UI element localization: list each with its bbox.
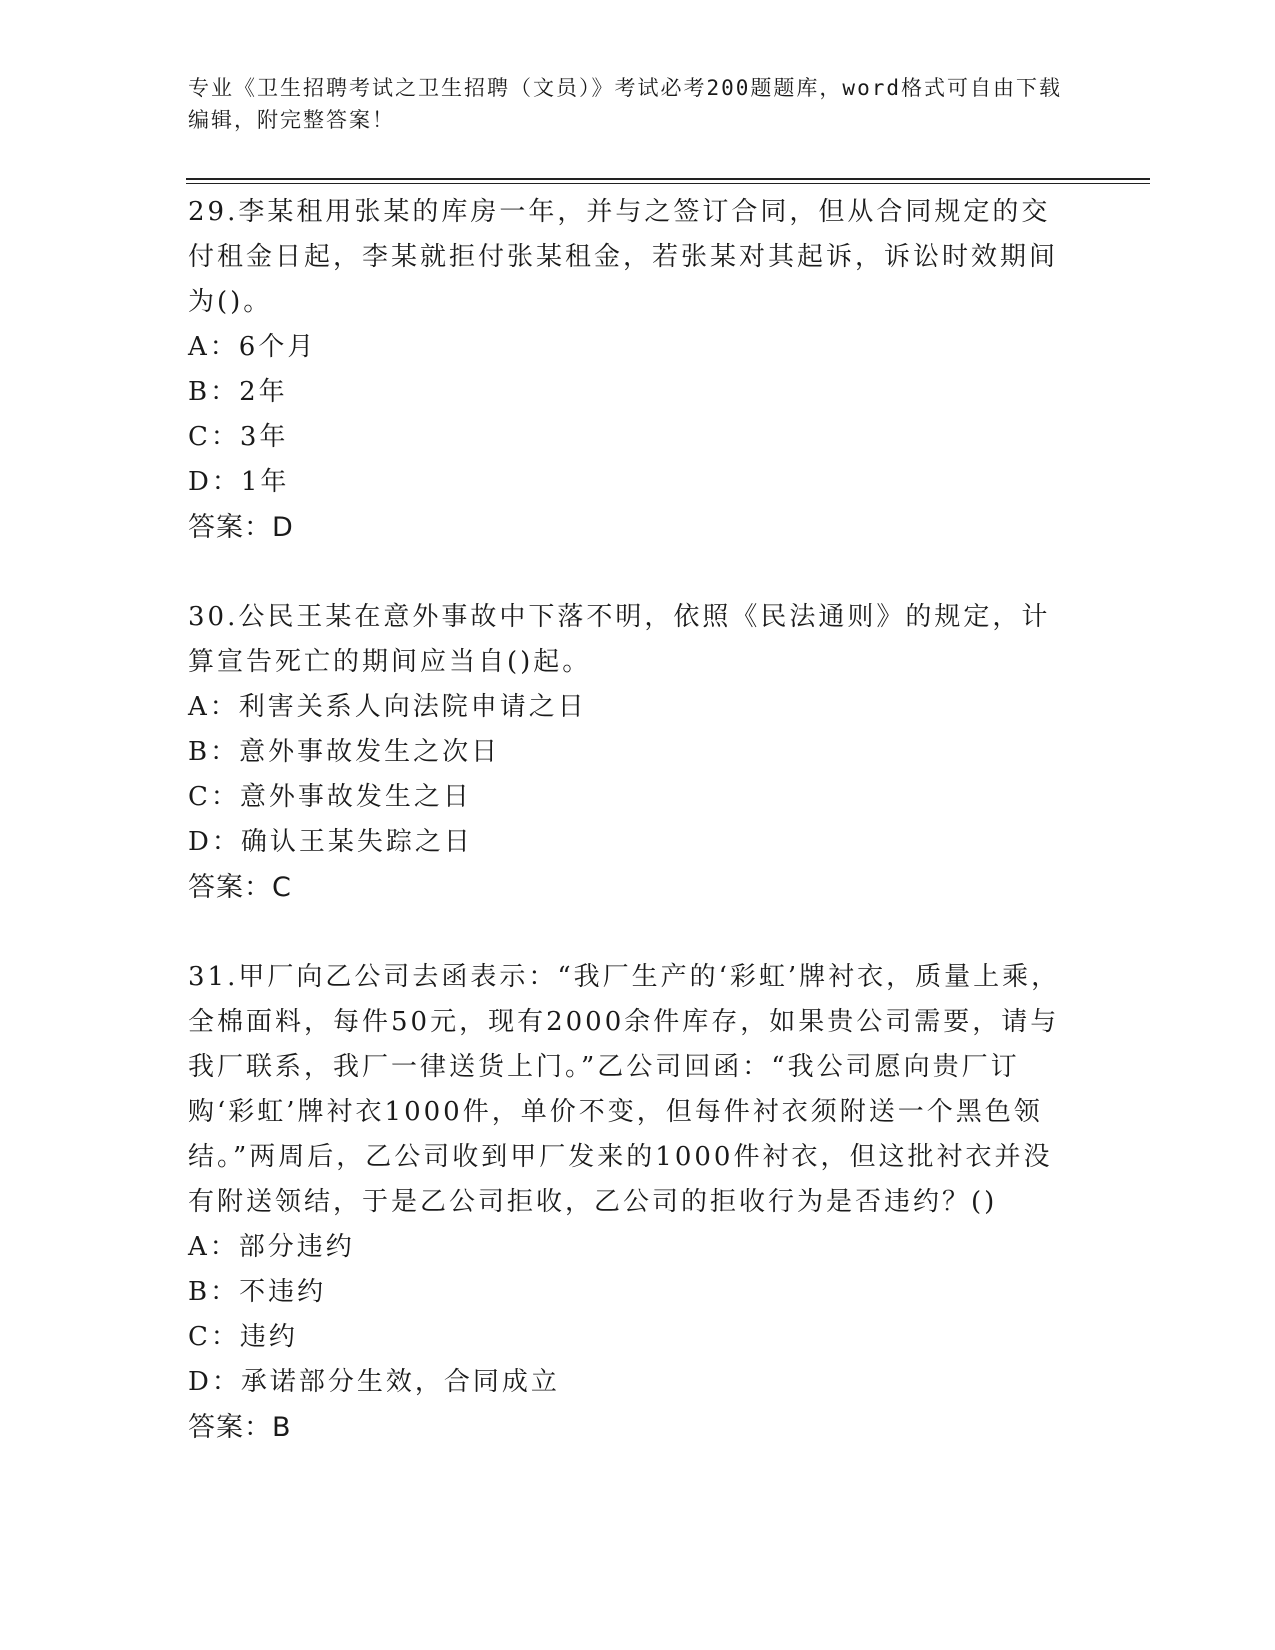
question-list	[188, 190, 1078, 1450]
option-d: D：确认王某失踪之日	[188, 827, 473, 857]
question-29	[188, 190, 1078, 550]
answer-label: 答案：D	[188, 512, 294, 543]
question-text: 31.甲厂向乙公司去函表示：“我厂生产的‘彩虹’牌衬衣，质量上乘，全棉面料，每件50元，现有2000余件库存，如果贵公司需要，请与我厂联系，我厂一律送货上门。”乙公司回函：“我公司愿向贵厂订购‘彩虹’牌衬衣1000件，单价不变，但每件衬衣须附送一个黑色领结。”两周后，乙公司收到甲厂发来的1000件衬衣，但这批衬衣并没有附送领结，于是乙公司拒收，乙公司的拒收行为是否违约？()	[188, 962, 1061, 1217]
question-spacer	[188, 550, 1078, 595]
document-intro: 专业《卫生招聘考试之卫生招聘（文员）》考试必考200题题库，word格式可自由下载编辑，附完整答案！	[188, 76, 1062, 132]
question-30	[188, 595, 1078, 910]
option-a: A：利害关系人向法院申请之日	[188, 692, 587, 722]
option-a: A：部分违约	[188, 1232, 355, 1262]
option-c: C：违约	[188, 1322, 298, 1352]
question-spacer	[188, 910, 1078, 955]
question-text: 29.李某租用张某的库房一年，并与之签订合同，但从合同规定的交付租金日起，李某就拒付张某租金，若张某对其起诉，诉讼时效期间为()。	[188, 197, 1059, 317]
option-c: C：意外事故发生之日	[188, 782, 472, 812]
answer-label: 答案：C	[188, 872, 292, 903]
option-b: B：意外事故发生之次日	[188, 737, 501, 767]
option-c: C：3年	[188, 422, 289, 452]
option-d: D：1年	[188, 467, 290, 497]
question-31	[188, 955, 1078, 1450]
header-rule-thick	[186, 178, 1150, 180]
answer-label: 答案：B	[188, 1412, 292, 1443]
option-b: B：不违约	[188, 1277, 327, 1307]
question-text: 30.公民王某在意外事故中下落不明，依照《民法通则》的规定，计算宣告死亡的期间应当自()起。	[188, 602, 1051, 677]
option-a: A：6个月	[188, 332, 317, 362]
option-b: B：2年	[188, 377, 288, 407]
header-rule-thin	[186, 183, 1150, 184]
option-d: D：承诺部分生效，合同成立	[188, 1367, 560, 1397]
